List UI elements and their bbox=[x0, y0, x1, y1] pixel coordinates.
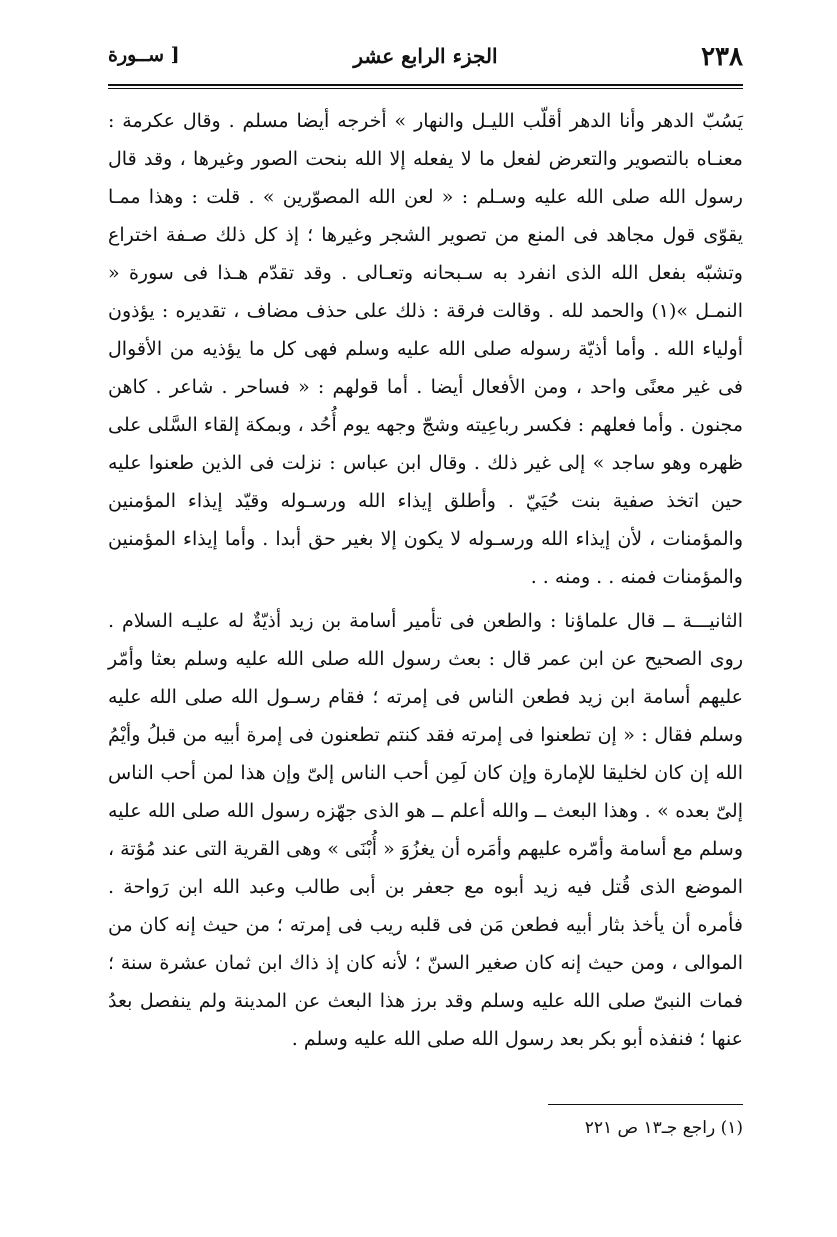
surah-label: [ ســورة bbox=[108, 44, 180, 66]
footnote: (١) راجع جـ١٣ ص ٢٢١ bbox=[584, 1118, 743, 1138]
page-number: ٢٣٨ bbox=[701, 42, 743, 72]
header-rule bbox=[108, 84, 743, 86]
header-rule-thin bbox=[108, 88, 743, 89]
page-body bbox=[108, 102, 743, 1058]
running-title: الجزء الرابع عشر bbox=[353, 44, 498, 68]
paragraph-2: الثانيـــة ــ قال علماؤنا : والطعن فى تأمير أسامة بن زيد أذيّةٌ له عليـه السلام . روى الصحيح عن ابن عمر قال : بعث رسول الله صلى الله عليه وسلم بعثا وأمّر عليهم أسامة ابن زيد فطعن الناس فى إمرته ؛ فقام رسـول الله صلى الله عليه وسلم فقال : « إن تطعنوا فى إمرته فقد كنتم تطعنون فى إمرة أبيه من قبلُ وأيْمُ الله إن كان لخليقا للإمارة وإن كان لَمِن أحب الناس إلىّ وإن هذا لمن أحب الناس إلىّ بعده » . وهذا البعث ــ والله أعلم ــ هو الذى جهّزه رسول الله صلى الله عليه وسلم مع أسامة وأمّره عليهم وأمَره أن يغزُوَ « أُبْنَى » وهى القرية التى عند مُؤتة ، الموضع الذى قُتل فيه زيد أبوه مع جعفر بن أبى طالب وعبد الله ابن رَواحة . فأمره أن يأخذ بثار أبيه فطعن مَن فى قلبه ريب فى إمرته ؛ من حيث إنه كان من الموالى ، ومن حيث إنه كان صغير السنّ ؛ لأنه كان إذ ذاك ابن ثمان عشرة سنة ؛ فمات النبىّ صلى الله عليه وسلم وقد برز هذا البعث عن المدينة ولم ينفصل بعدُ عنها ؛ فنفذه أبو بكر بعد رسول الله صلى الله عليه وسلم . bbox=[108, 610, 743, 1050]
footnote-rule bbox=[548, 1104, 743, 1105]
page-header bbox=[108, 40, 743, 86]
paragraph-1: يَسُبّ الدهر وأنا الدهر أقلّب الليـل والنهار » أخرجه أيضا مسلم . وقال عكرمة : معنـاه بالتصوير والتعرض لفعل ما لا يفعله إلا الله بنحت الصور وغيرها ، وقد قال رسول الله صلى الله عليه وسـلم : « لعن الله المصوّرين » . قلت : وهذا ممـا يقوّى قول مجاهد فى المنع من تصوير الشجر وغيرها ؛ إذ كل ذلك صـفة اختراع وتشبّه بفعل الله الذى انفرد به سـبحانه وتعـالى . وقد تقدّم هـذا فى سورة « النمـل »(١) والحمد لله . وقالت فرقة : ذلك على حذف مضاف ، تقديره : يؤذون أولياء الله . وأما أذيّة رسوله صلى الله عليه وسلم فهى كل ما يؤذيه من الأقوال فى غير معنًى واحد ، ومن الأفعال أيضا . أما قولهم : « فساحر . شاعر . كاهن مجنون . وأما فعلهم : فكسر رباعِيته وشجّ وجهه يوم أُحُد ، وبمكة إلقاء السَّلى على ظهره وهو ساجد » إلى غير ذلك . وقال ابن عباس : نزلت فى الذين طعنوا عليه حين اتخذ صفية بنت حُيَيّ . وأطلق إيذاء الله ورسـوله وقيّد إيذاء المؤمنين والمؤمنات ، لأن إيذاء الله ورسـوله لا يكون إلا بغير حق أبدا . وأما إيذاء المؤمنين والمؤمنات فمنه . . ومنه . . bbox=[108, 110, 743, 588]
